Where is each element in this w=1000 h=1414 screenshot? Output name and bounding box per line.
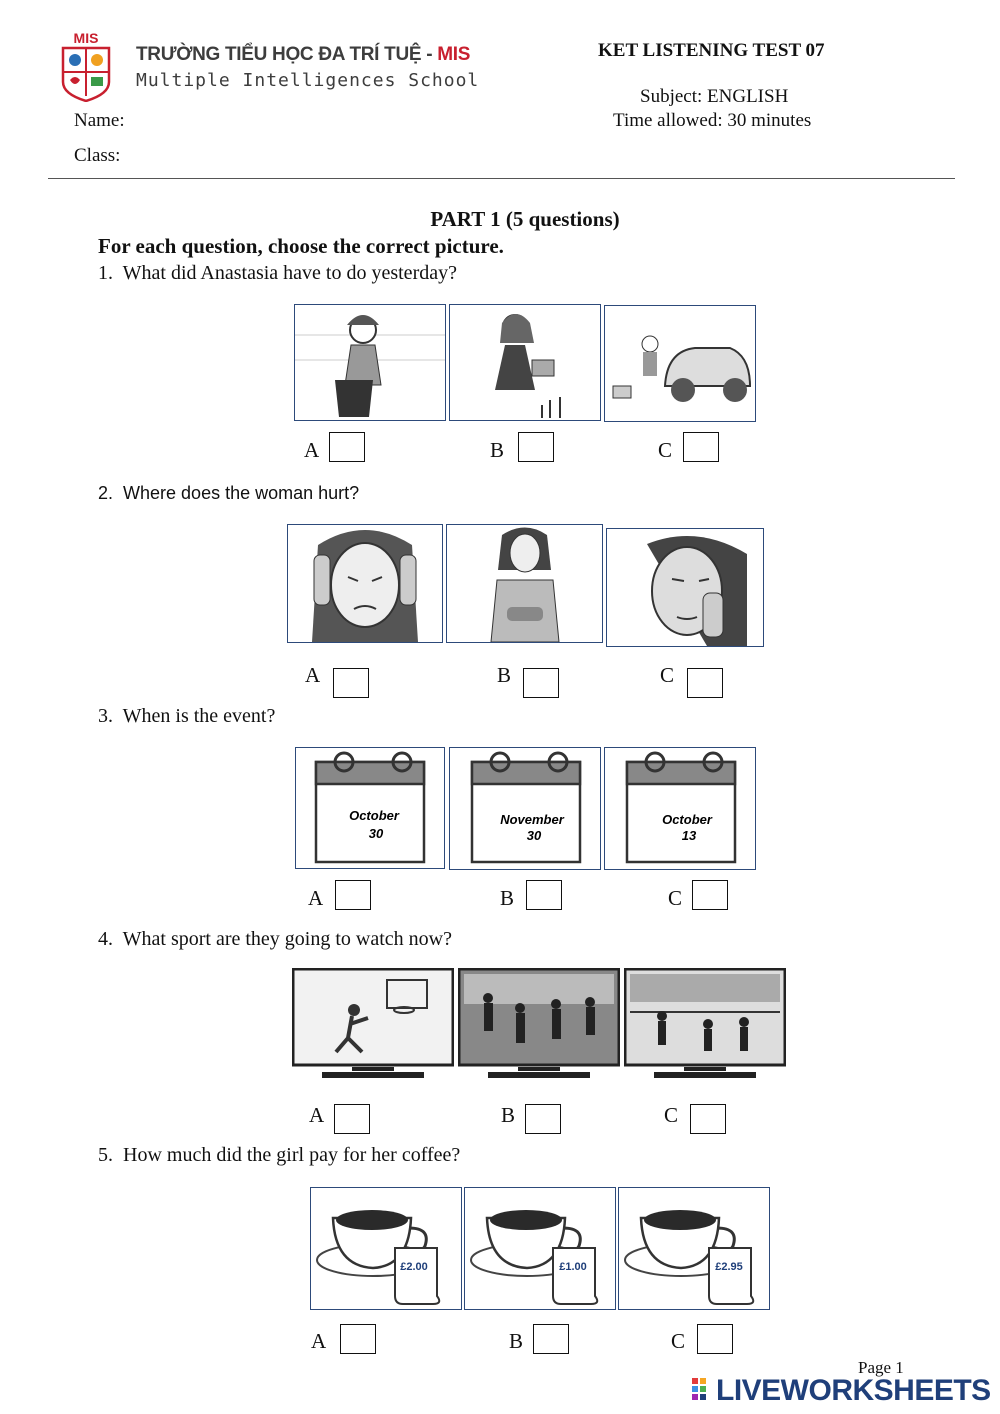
- q5-coffee-b: [464, 1187, 616, 1310]
- answer-box-3c[interactable]: [692, 880, 728, 910]
- question-number: 2.: [98, 483, 114, 503]
- option-label-a: A: [309, 1103, 325, 1127]
- answer-box-2a[interactable]: [333, 668, 369, 698]
- option-label-b: B: [501, 1103, 516, 1127]
- logo-text: MIS: [73, 30, 99, 46]
- answer-box-3b[interactable]: [526, 880, 562, 910]
- option-label-a: A: [311, 1329, 327, 1353]
- school-logo: [60, 30, 112, 102]
- answer-box-4a[interactable]: [334, 1104, 370, 1134]
- q5-coffee-c: [618, 1187, 770, 1310]
- class-label: Class:: [74, 145, 121, 166]
- question-4: [98, 928, 452, 951]
- answer-box-3a[interactable]: [335, 880, 371, 910]
- q3-calendar-a: [295, 747, 445, 869]
- q1-picture-b: [449, 304, 601, 421]
- question-2: [98, 483, 359, 504]
- option-label-c: C: [658, 438, 673, 462]
- option-label-a: A: [308, 886, 324, 910]
- part-instruction: For each question, choose the correct picture.: [98, 234, 504, 258]
- question-number: 4.: [98, 928, 113, 950]
- answer-box-5c[interactable]: [697, 1324, 733, 1354]
- option-label-c: C: [671, 1329, 686, 1353]
- page-number: Page 1: [858, 1358, 904, 1377]
- subject-label: Subject: ENGLISH: [640, 86, 789, 107]
- question-text: Where does the woman hurt?: [123, 483, 360, 503]
- question-number: 5.: [98, 1144, 113, 1166]
- school-name-en: Multiple Intelligences School: [136, 70, 480, 91]
- q4-tv-basketball: [292, 968, 454, 1083]
- question-1: [98, 262, 457, 285]
- answer-box-4b[interactable]: [525, 1104, 561, 1134]
- answer-box-2c[interactable]: [687, 668, 723, 698]
- answer-box-1c[interactable]: [683, 432, 719, 462]
- question-number: 3.: [98, 705, 113, 727]
- option-label-b: B: [497, 663, 512, 687]
- q3-calendar-c: [604, 747, 756, 870]
- time-allowed-label: Time allowed: 30 minutes: [613, 110, 812, 131]
- option-label-c: C: [668, 886, 683, 910]
- answer-box-1a[interactable]: [329, 432, 365, 462]
- answer-box-4c[interactable]: [690, 1104, 726, 1134]
- q1-picture-a: [294, 304, 446, 421]
- q1-picture-c: [604, 305, 756, 422]
- question-5: [98, 1144, 460, 1167]
- question-3: [98, 705, 275, 728]
- question-text: What sport are they going to watch now?: [122, 928, 452, 950]
- question-number: 1.: [98, 262, 113, 284]
- question-text: How much did the girl pay for her coffee?: [123, 1144, 461, 1166]
- price-label: £2.95: [715, 1261, 743, 1273]
- q4-tv-football: [458, 968, 620, 1083]
- q2-picture-b: [446, 524, 603, 643]
- calendar-month: October: [662, 812, 712, 827]
- school-name-vn: TRƯỜNG TIỂU HỌC ĐA TRÍ TUỆ - MIS: [136, 44, 471, 65]
- header-divider: [48, 178, 955, 179]
- option-label-a: A: [305, 663, 321, 687]
- school-abbr: MIS: [437, 44, 471, 65]
- price-label: £1.00: [559, 1261, 587, 1273]
- part-title: PART 1 (5 questions): [430, 207, 620, 231]
- calendar-day: 30: [526, 828, 542, 843]
- calendar-month: November: [500, 812, 564, 827]
- option-label-c: C: [664, 1103, 679, 1127]
- option-label-c: C: [660, 663, 675, 687]
- option-label-b: B: [490, 438, 505, 462]
- price-label: £2.00: [400, 1261, 428, 1273]
- q4-tv-volleyball: [624, 968, 786, 1083]
- question-text: When is the event?: [122, 705, 276, 727]
- answer-box-2b[interactable]: [523, 668, 559, 698]
- question-text: What did Anastasia have to do yesterday?: [122, 262, 457, 284]
- calendar-day: 13: [681, 828, 697, 843]
- answer-box-1b[interactable]: [518, 432, 554, 462]
- answer-box-5a[interactable]: [340, 1324, 376, 1354]
- q5-coffee-a: [310, 1187, 462, 1310]
- name-label: Name:: [74, 110, 125, 131]
- calendar-month: October: [349, 808, 399, 823]
- option-label-b: B: [500, 886, 515, 910]
- calendar-day: 30: [368, 826, 384, 841]
- option-label-a: A: [304, 438, 320, 462]
- option-label-b: B: [509, 1329, 524, 1353]
- q2-picture-c: [606, 528, 764, 647]
- q3-calendar-b: [449, 747, 601, 870]
- liveworksheets-logo-icon: [692, 1378, 714, 1402]
- liveworksheets-brand: LIVEWORKSHEETS: [716, 1374, 991, 1407]
- answer-box-5b[interactable]: [533, 1324, 569, 1354]
- q2-picture-a: [287, 524, 443, 643]
- test-title: KET LISTENING TEST 07: [598, 40, 825, 61]
